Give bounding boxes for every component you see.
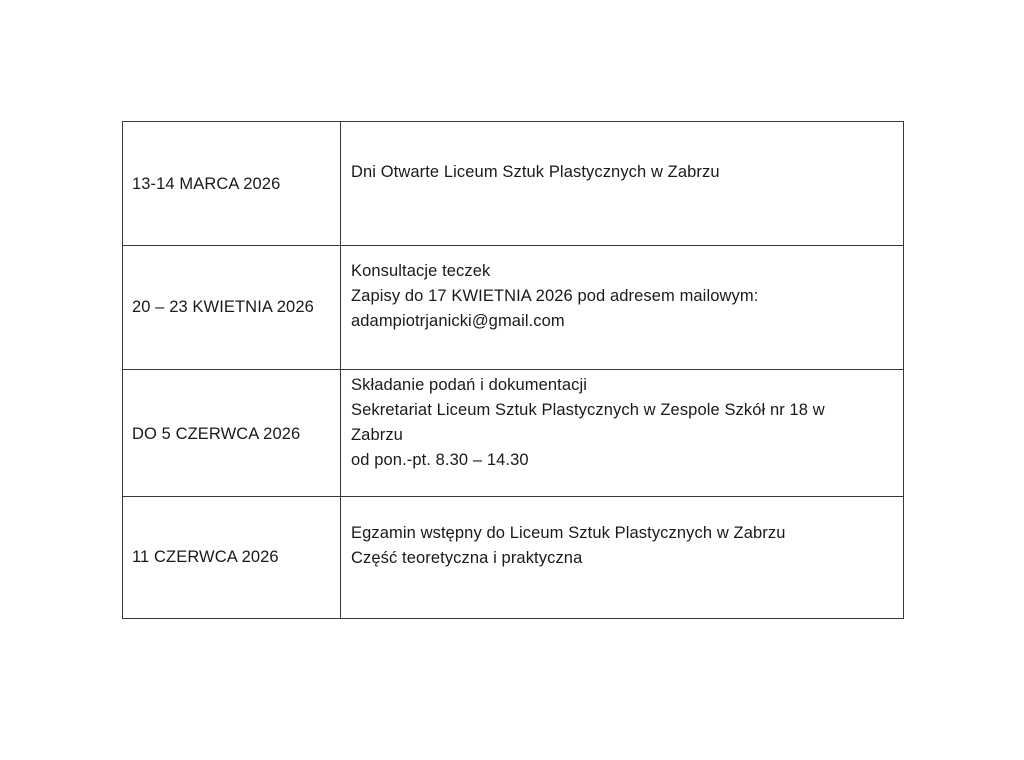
event-detail: Sekretariat Liceum Sztuk Plastycznych w Zespole Szkół nr 18 w xyxy=(351,401,825,419)
schedule-row-entrance-exam xyxy=(123,497,904,619)
schedule-table xyxy=(122,121,904,619)
event-title: Składanie podań i dokumentacji xyxy=(351,376,587,394)
event-title: Dni Otwarte Liceum Sztuk Plastycznych w Zabrzu xyxy=(351,163,720,181)
description-cell xyxy=(341,497,904,619)
date-cell xyxy=(123,246,341,370)
event-detail: Zapisy do 17 KWIETNIA 2026 pod adresem mailowym: xyxy=(351,287,759,305)
event-date: 20 – 23 KWIETNIA 2026 xyxy=(132,298,314,316)
schedule-row-portfolio-consultations xyxy=(123,246,904,370)
event-detail: Zabrzu xyxy=(351,426,403,444)
event-date: 11 CZERWCA 2026 xyxy=(132,548,279,566)
event-date: 13-14 MARCA 2026 xyxy=(132,175,281,193)
description-cell xyxy=(341,370,904,497)
office-hours: od pon.-pt. 8.30 – 14.30 xyxy=(351,451,529,469)
event-title: Konsultacje teczek xyxy=(351,262,491,280)
description-cell xyxy=(341,122,904,246)
event-date: DO 5 CZERWCA 2026 xyxy=(132,425,301,443)
date-cell xyxy=(123,370,341,497)
date-cell xyxy=(123,497,341,619)
event-detail: Część teoretyczna i praktyczna xyxy=(351,549,583,567)
schedule-row-open-days xyxy=(123,122,904,246)
date-cell xyxy=(123,122,341,246)
contact-email: adampiotrjanicki@gmail.com xyxy=(351,312,565,330)
event-title: Egzamin wstępny do Liceum Sztuk Plastycznych w Zabrzu xyxy=(351,524,786,542)
schedule-row-application-submission xyxy=(123,370,904,497)
description-cell xyxy=(341,246,904,370)
